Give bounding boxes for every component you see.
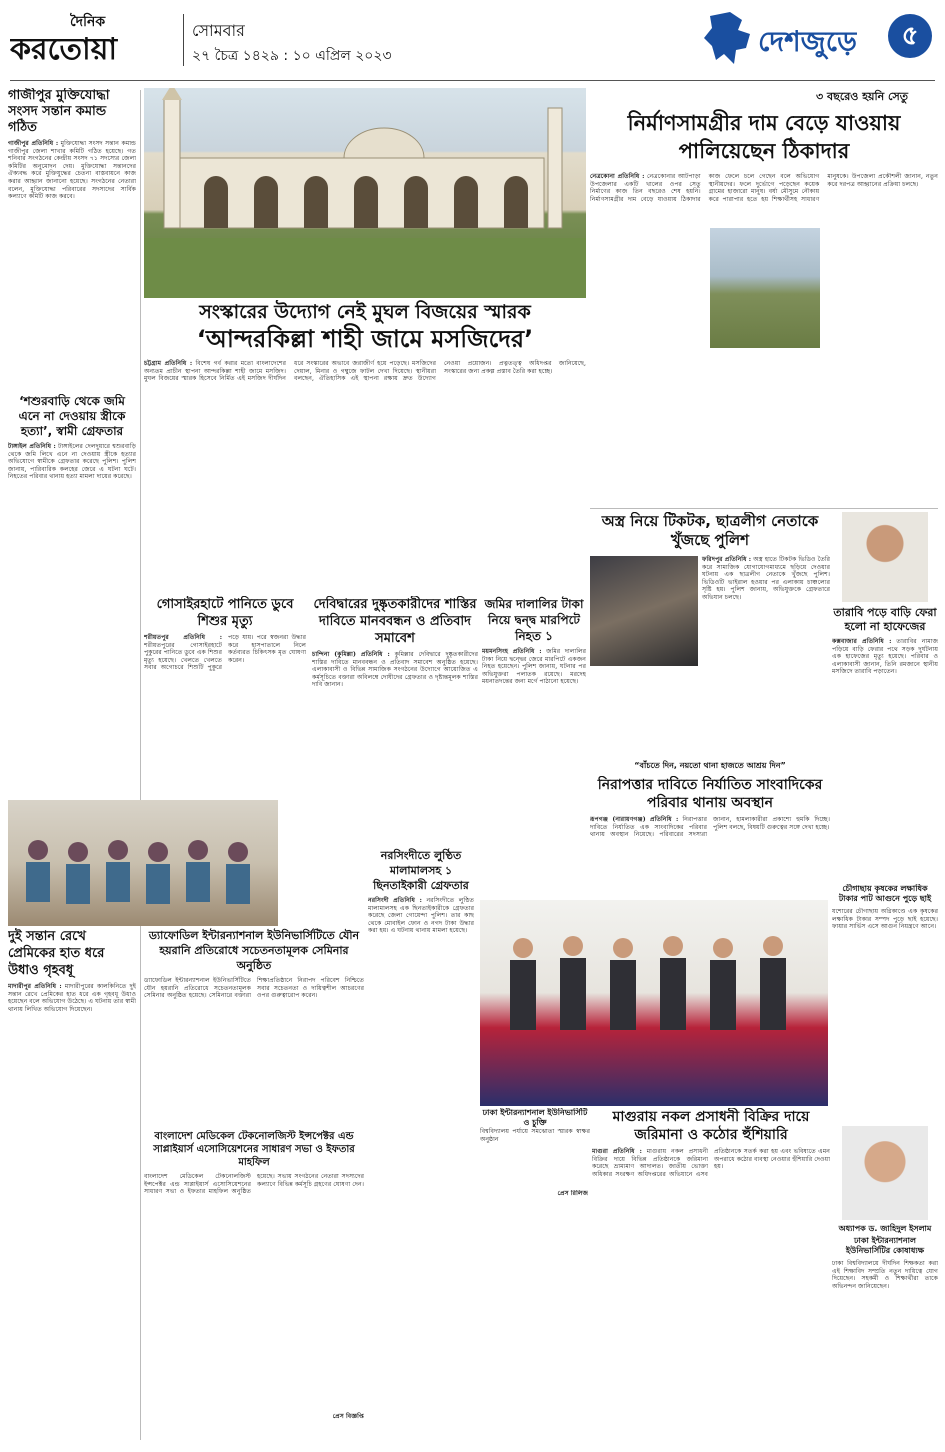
tiktok-photo [590,556,698,666]
dhaka-int-body [480,1190,588,1442]
body: অস্ত্র হাতে টিকটক ভিডিও তৈরি করে সামাজিক যোগাযোগমাধ্যমে ছড়িয়ে দেওয়ার ঘটনায় এক ছাত্রলীগ নেতাকে খুঁজছে পুলিশ। ভিডিওটি ভাইরাল হওয়ার পর এলাকায় চাঞ্চল্যের সৃষ্টি হয়। পুলিশ জানায়, অভিযুক্তকে গ্রেফতারে অভিযান চলছে। [702,556,830,601]
body: তারাবির নামাজ পড়িয়ে বাড়ি ফেরার পথে সড়ক দুর্ঘটনায় এক হাফেজের মৃত্যু হয়েছে। পরিবার ও এলাকাবাসী জানান, তিনি রমজানে স্থানীয় মসজিদে তারাবি পড়াতেন। [832,638,938,676]
col-divider [140,90,141,1440]
body: বাংলাদেশ মেডিকেল টেকনোলজিস্ট ইন্সপেক্টর এন্ড সাপ্লাইয়ার্স এসোসিয়েশনের সাধারণ সভা ও ইফতার মাহফিল অনুষ্ঠিত হয়েছে। সভায় সংগঠনের নেতারা সদস্যদের কল্যাণে বিভিন্ন কর্মসূচি গ্রহণের ঘোষণা দেন। [144,1173,364,1196]
section-title: দেশজুড়ে [758,25,857,58]
dateline: গাজীপুর প্রতিনিধি : [8,140,59,147]
headline: নরসিংদীতে লুণ্ঠিত মালামালসহ ১ ছিনতাইকারী গ্রেফতার [373,849,469,892]
brand-big: করতোয়া [10,32,118,67]
body: মাদারীপুরের কালকিনিতে দুই সন্তান রেখে প্রেমিকের হাত ধরে এক গৃহবধূ উধাও হয়েছেন বলে অভিযোগ উঠেছে। এ ঘটনায় তার স্বামী থানায় লিখিত অভিযোগ দিয়েছেন। [8,983,136,1013]
hafez-photo [842,512,928,602]
body: নিরাপত্তার দাবিতে নির্যাতিত এক সাংবাদিকের পরিবার থানায় অবস্থান নিয়েছে। পরিবারের সদস্যরা জানান, হামলাকারীরা প্রকাশ্যে হুমকি দিচ্ছে। পুলিশ বলছে, বিষয়টি গুরুত্বের সঙ্গে দেখা হচ্ছে। [590,816,830,839]
body: জমির দালালির টাকা নিয়ে দ্বন্দ্বের জেরে মারপিটে একজন নিহত হয়েছেন। পুলিশ জানায়, ঘটনার পর অভিযুক্তরা পলাতক রয়েছে। মরদেহ ময়নাতদন্তের জন্য মর্গে পাঠানো হয়েছে। [482,648,586,686]
dateline: রূপগঞ্জ (নারায়ণগঞ্জ) প্রতিনিধি : [590,816,679,823]
dhaka-int-photo [480,900,828,1106]
body: শরীয়তপুরের গোসাইরহাটে পুকুরের পানিতে ডুবে এক শিশুর মৃত্যু হয়েছে। খেলতে খেলতে সবার অগোচরে শিশুটি পুকুরে পড়ে যায়। পরে স্বজনরা উদ্ধার করে হাসপাতালে নিলে কর্তব্যরত চিকিৎসক মৃত ঘোষণা করেন। [144,634,306,672]
page-number-text: ৫ [901,21,919,51]
headline: ‘শশুরবাড়ি থেকে জমি এনে না দেওয়ায় স্ত্রীকে হত্যা’, স্বামী গ্রেফতার [18,394,126,438]
headline: গোসাইরহাটে পানিতে ডুবে শিশুর মৃত্যু [156,597,294,629]
headline: নিরাপত্তার দাবিতে নির্যাতিত সাংবাদিকের পরিবার থানায় অবস্থান [597,777,823,811]
dateline: শরীয়তপুর প্রতিনিধি : [144,634,222,641]
bridge-photo [710,228,820,348]
credit: প্রেস রিলিজ [557,1190,588,1197]
body: টাঙ্গাইলের দেলদুয়ারে শ্বশুরবাড়ি থেকে জমি লিখে এনে না দেওয়ায় স্ত্রীকে হত্যার অভিযোগে স্বামীকে গ্রেফতার করেছে পুলিশ। পুলিশ জানায়, পারিবারিক কলহের জেরে এ ঘটনা ঘটে। নিহতের পরিবার থানায় হত্যা মামলা দায়ের করেছে। [8,443,136,481]
dateline: ফরিদপুর প্রতিনিধি : [702,556,752,563]
group-people-illustration [8,800,278,926]
article-bridge [590,88,938,508]
article-dui-santan [8,928,136,1442]
masthead-day: সোমবার [192,21,245,40]
body: ড্যাফোডিল ইন্টারন্যাশনাল ইউনিভার্সিটিতে যৌন হয়রানি প্রতিরোধে সচেতনতামূলক সেমিনার অনুষ্ঠিত হয়েছে। সেমিনারে বক্তারা শিক্ষাপ্রতিষ্ঠানে নিরাপদ পরিবেশ নিশ্চিতে সবার সচেতনতা ও দায়িত্বশীল আচরণের ওপর গুরুত্বারোপ করেন। [144,977,364,1000]
group-photo [8,800,278,926]
article-gazipur [8,88,136,394]
article-side-small [832,884,938,1124]
dateline: চান্দিনা (কুমিল্লা) প্রতিনিধি : [312,651,390,658]
headline: তারাবি পড়ে বাড়ি ফেরা হলো না হাফেজের [833,606,937,633]
headline-bottom: ‘আন্দরকিল্লা শাহী জামে মসজিদের’ [196,325,534,353]
headline: চৌগাছায় কৃষকের লক্ষাধিক টাকার পাট আগুনে পুড়ে ছাই [838,884,932,903]
headline: নির্মাণসামগ্রীর দাম বেড়ে যাওয়ায় পালিয়েছেন ঠিকাদার [627,111,901,163]
article-devidwar [312,596,478,846]
headline: দুই সন্তান রেখে প্রেমিকের হাত ধরে উধাও গৃহবধূ [8,929,105,978]
headline-top: সংস্কারের উদ্যোগ নেই মুঘল বিজয়ের স্মারক [199,301,531,323]
dateline: নরসিংদী প্রতিনিধি : [368,897,422,904]
profile-designation: ঢাকা ইন্টারন্যাশনাল ইউনিভার্সিটির কোষাধ্যক্ষ [845,1236,925,1255]
bangladesh-map-icon [700,10,764,68]
ceremony-illustration [480,900,828,1106]
headline: অস্ত্র নিয়ে টিকটক, ছাত্রলীগ নেতাকে খুঁজছে পুলিশ [601,512,819,549]
dateline: মাদারীপুর প্রতিনিধি : [8,983,62,990]
article-dhaka-int [480,1108,590,1188]
masthead [0,0,945,88]
article-magura [592,1108,830,1442]
credit: প্রেস বিজ্ঞপ্তি [332,1413,364,1420]
dateline: কক্সবাজার প্রতিনিধি : [832,638,892,645]
article-bmsc [144,1130,364,1442]
dateline: ময়মনসিংহ প্রতিনিধি : [482,648,542,655]
body: মুক্তিযোদ্ধা সংসদ সন্তান কমান্ড গাজীপুর জেলা শাখার কমিটি গঠিত হয়েছে। গত শনিবার সংগঠনের কেন্দ্রীয় সংসদ ৭১ সদস্যের জেলা কমিটির অনুমোদন দেয়। মুক্তিযোদ্ধা সন্তানদের ঐক্যবদ্ধ করে মুক্তিযুদ্ধের চেতনা বাস্তবায়নে কাজ করার আহ্বান জানানো হয়েছে। সংগঠনের নেতারা বলেন, মুক্তিযোদ্ধা পরিবারের সদস্যদের সার্বিক কল্যাণে কমিটি কাজ করবে। [8,140,136,201]
profile-photo [842,1126,928,1220]
body: যশোরের চৌগাছায় অগ্নিকাণ্ডে এক কৃষকের লক্ষাধিক টাকার সম্পদ পুড়ে ছাই হয়েছে। ফায়ার সার্ভিস এসে আগুন নিয়ন্ত্রণে আনে। [832,908,938,931]
caption: বিশ্ববিদ্যালয় পর্যায়ে সমঝোতা স্মারক স্বাক্ষর অনুষ্ঠান [480,1128,590,1143]
body: নেত্রকোনার আটপাড়া উপজেলার একটি খালের ওপর সেতু নির্মাণের কাজ তিন বছরেও শেষ হয়নি। নির্মাণসামগ্রীর দাম বেড়ে যাওয়ায় ঠিকাদার কাজ ফেলে চলে গেছেন বলে অভিযোগ স্থানীয়দের। ফলে দুর্ভোগে পড়েছেন কয়েক গ্রামের হাজারো মানুষ। বর্ষা মৌসুমে নৌকায় করে পারাপার হতে হয় শিক্ষার্থীসহ সাধারণ মানুষকে। উপজেলা প্রকৌশলী জানান, নতুন করে দরপত্র আহ্বানের প্রক্রিয়া চলছে। [590,173,938,203]
body: নরসিংদীতে লুণ্ঠিত মালামালসহ এক ছিনতাইকারীকে গ্রেফতার করেছে জেলা গোয়েন্দা পুলিশ। তার কাছ থেকে মোবাইল ফোন ও নগদ টাকা উদ্ধার করা হয়। এ ঘটনায় থানায় মামলা হয়েছে। [368,897,474,935]
headline: ড্যাফোডিল ইন্টারন্যাশনাল ইউনিভার্সিটিতে যৌন হয়রানি প্রতিরোধে সচেতনতামূলক সেমিনার অনুষ্ঠিত [148,929,360,972]
pull-quote: “বাঁচতে দিন, নয়তো থানা হাজতে আশ্রয় দিন” [634,761,786,770]
brand-logo [10,10,180,70]
article-mosque [144,300,586,594]
dateline: টাঙ্গাইল প্রতিনিধি : [8,443,56,450]
headline: গাজীপুর মুক্তিযোদ্ধা সংসদ সন্তান কমান্ড গঠিত [8,88,110,135]
article-daffodil [144,928,364,1128]
article-jomi [482,596,586,896]
body: ঢাকা বিশ্ববিদ্যালয়ে দীর্ঘদিন শিক্ষকতা করা এই শিক্ষাবিদ সম্প্রতি নতুন দায়িত্বে যোগ দিয়েছেন। সহকর্মী ও শিক্ষার্থীরা তাকে অভিনন্দন জানিয়েছেন। [832,1260,938,1290]
headline: ঢাকা ইন্টারন্যাশনাল ইউনিভার্সিটি ও চুক্তি [482,1108,588,1127]
headline: বাংলাদেশ মেডিকেল টেকনোলজিস্ট ইন্সপেক্টর এন্ড সাপ্লাইয়ার্স এসোসিয়েশনের সাধারণ সভা ও ইফতার মাহফিল [153,1131,355,1168]
body: মাগুরায় নকল প্রসাধনী বিক্রির দায়ে বিভিন্ন প্রতিষ্ঠানকে জরিমানা করেছে ভ্রাম্যমাণ আদালত। জাতীয় ভোক্তা অধিকার সংরক্ষণ অধিদপ্তরের অভিযানে এসব প্রতিষ্ঠানকে সতর্ক করা হয় এবং ভবিষ্যতে এমন অপরাধে কঠোর ব্যবস্থা নেওয়ার হুঁশিয়ারি দেওয়া হয়। [592,1148,830,1178]
article-narsingdi [368,848,474,1438]
article-profile [832,1126,938,1442]
brand-small: দৈনিক [70,14,106,30]
article-hafez [832,512,938,882]
body: কুমিল্লার দেবিদ্বারে দুষ্কৃতকারীদের শাস্তির দাবিতে মানববন্ধন ও প্রতিবাদ সমাবেশ অনুষ্ঠিত হয়েছে। এলাকাবাসী ও বিভিন্ন সামাজিক সংগঠনের উদ্যোগে আয়োজিত এ কর্মসূচিতে বক্তারা অবিলম্বে দোষীদের গ্রেফতার ও দৃষ্টান্তমূলক শাস্তির দাবি জানান। [312,651,478,689]
dateline: মাগুরা প্রতিনিধি : [592,1148,642,1155]
dateline: চট্টগ্রাম প্রতিনিধি : [144,360,193,367]
headline: জমির দালালির টাকা নিয়ে দ্বন্দ্ব মারপিটে নিহত ১ [484,597,584,643]
body: বিশেষ গর্ব করার মতো বাংলাদেশের অন্যতম প্রাচীন স্থাপনা আন্দরকিল্লা শাহী জামে মসজিদ। মুঘল বিজয়ের স্মারক হিসেবে নির্মিত এই মসজিদ দীর্ঘদিন ধরে সংস্কারের অভাবে জরাজীর্ণ হয়ে পড়েছে। মসজিদের দেয়াল, মিনার ও গম্বুজে ফাটল দেখা দিয়েছে। স্থানীয়রা বলছেন, ঐতিহাসিক এই স্থাপনা রক্ষায় দ্রুত উদ্যোগ নেওয়া প্রয়োজন। প্রত্নতত্ত্ব অধিদপ্তর জানিয়েছে, সংস্কারের জন্য প্রকল্প প্রস্তাব তৈরি করা হচ্ছে। [144,360,586,383]
mosque-illustration [144,88,586,298]
masthead-divider [183,14,184,66]
article-swami [8,394,136,798]
headline: মাগুরায় নকল প্রসাধনী বিক্রির দায়ে জরিমানা ও কঠোর হুঁশিয়ারি [612,1109,810,1143]
headline: দেবিদ্বারের দুষ্কৃতকারীদের শাস্তির দাবিতে মানববন্ধন ও প্রতিবাদ সমাবেশ [313,597,477,646]
masthead-bottom-rule [10,80,935,81]
mosque-photo [144,88,586,298]
dateline: নেত্রকোনা প্রতিনিধি : [590,173,645,180]
profile-name: অধ্যাপক ড. জাহিদুল ইসলাম [838,1224,932,1233]
masthead-date: ২৭ চৈত্র ১৪২৯ : ১০ এপ্রিল ২০২৩ [192,48,392,64]
row-divider [590,508,938,509]
section-banner [700,10,935,70]
kicker: ৩ বছরেও হয়নি সেতু [816,90,908,103]
article-tiktok [590,512,830,774]
page-number [888,14,932,58]
